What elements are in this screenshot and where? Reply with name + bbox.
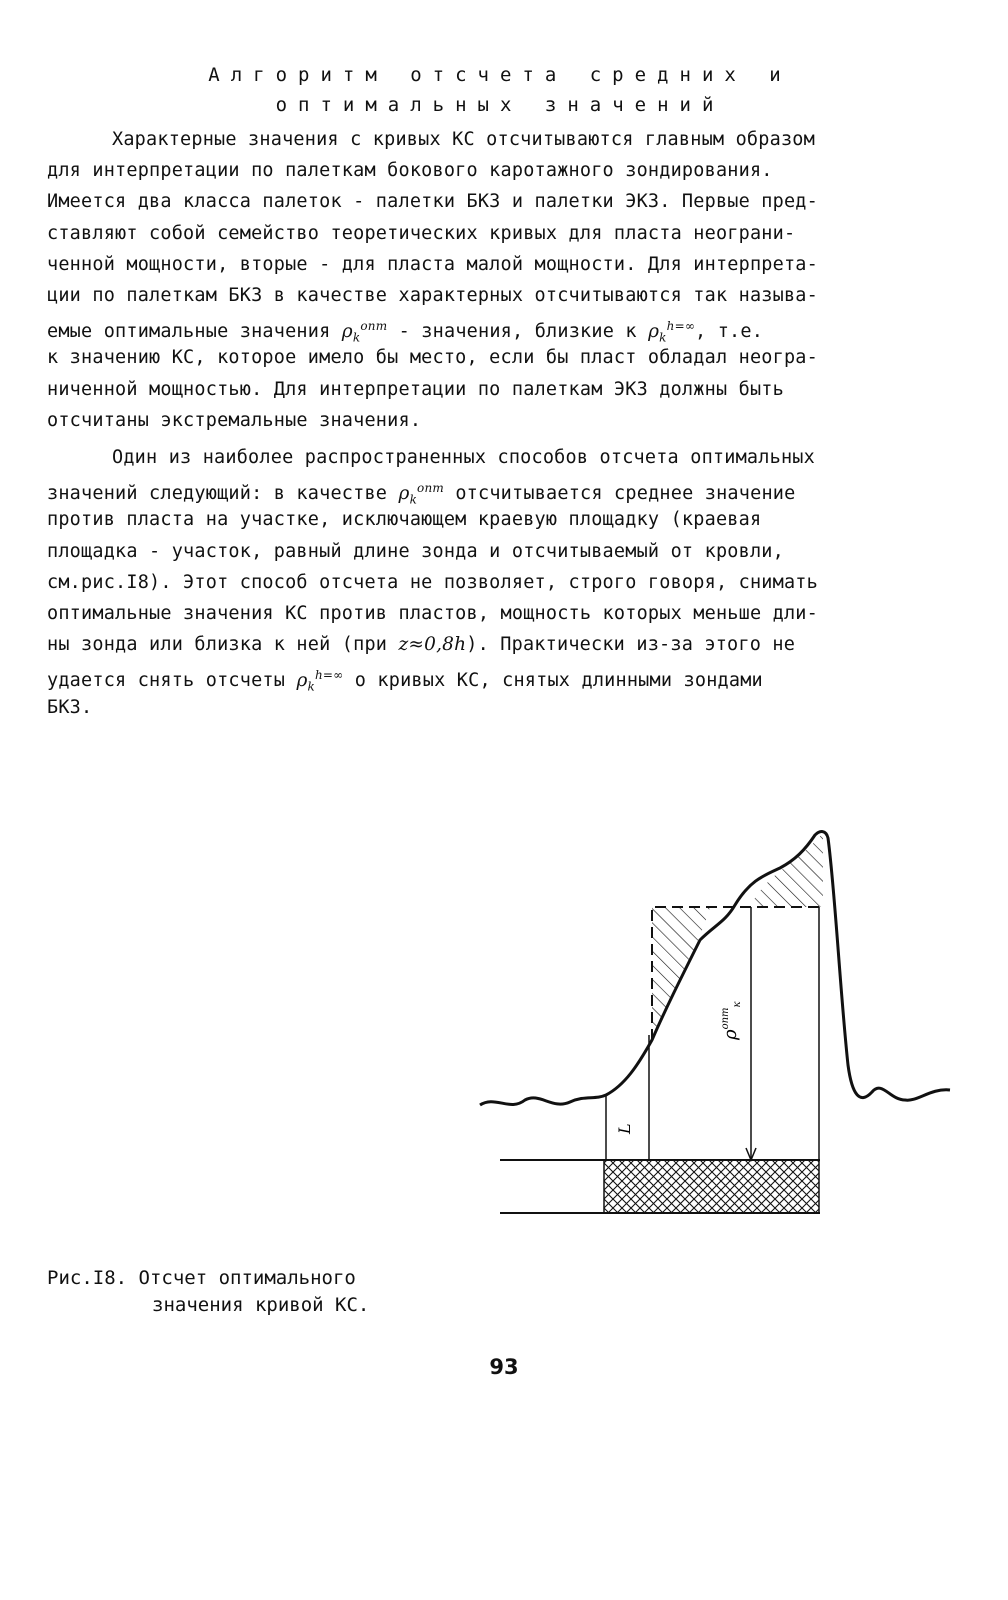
paragraph-1 xyxy=(47,124,952,436)
text-fragment: , т.е. xyxy=(695,321,764,343)
text-line: к значению КС, которое имело бы место, если бы пласт обладал неогра- xyxy=(47,347,818,369)
text-line: ции по палеткам БКЗ в качестве характерных отсчитываются так называ- xyxy=(47,284,818,306)
text-line: отсчитаны экстремальные значения. xyxy=(47,409,422,431)
text-fragment: ). Практически из-за этого не xyxy=(466,634,796,656)
ks-curve xyxy=(480,832,950,1105)
probe-length-label: L xyxy=(615,1123,634,1134)
text-line: Один из наиболее распространенных способов отсчета оптимальных xyxy=(112,447,815,468)
rho-opt-symbol: $\rho_k^{опт}$ xyxy=(398,481,444,505)
text-fragment: емые оптимальные значения xyxy=(47,321,342,343)
text-line-with-formula xyxy=(47,629,952,660)
text-line: ниченной мощностью. Для интерпретации по палеткам ЭКЗ должны быть xyxy=(47,378,784,400)
paragraph-2 xyxy=(47,442,952,723)
caption-line-1: Рис.I8. Отсчет оптимального xyxy=(47,1267,356,1289)
text-line: для интерпретации по палеткам бокового каротажного зондирования. xyxy=(47,160,773,182)
ks-curve-figure xyxy=(460,830,980,1250)
text-line: оптимальные значения КС против пластов, мощность которых меньше дли- xyxy=(47,602,818,624)
text-fragment: значений следующий: в качестве xyxy=(47,483,399,505)
text-fragment: удается снять отсчеты xyxy=(47,670,297,692)
text-fragment: - значения, близкие к xyxy=(387,321,649,343)
text-line: против пласта на участке, исключающем краевую площадку (краевая xyxy=(47,509,762,531)
rho-opt-label: $\rho^{опт}_к$ xyxy=(720,1001,743,1040)
text-line-with-formula xyxy=(47,660,952,691)
rho-h-inf-symbol: $\rho_k^{h=\infty}$ xyxy=(648,319,696,343)
text-line-with-formula xyxy=(47,311,952,342)
z-formula: z≈0,8h xyxy=(398,634,467,656)
text-line: Характерные значения с кривых КС отсчитываются главным образом xyxy=(112,129,815,150)
hatched-area-top xyxy=(750,833,823,907)
text-line: см.рис.I8). Этот способ отсчета не позволяет, строго говоря, снимать xyxy=(47,571,818,593)
caption-line-2: значения кривой КС. xyxy=(152,1294,370,1316)
text-line: ченной мощности, вторые - для пласта малой мощности. Для интерпрета- xyxy=(47,253,818,275)
rho-h-inf-symbol: $\rho_k^{h=\infty}$ xyxy=(296,668,344,692)
bed-crosshatch xyxy=(604,1160,819,1213)
text-line: площадка - участок, равный длине зонда и отсчитываемый от кровли, xyxy=(47,540,784,562)
text-line: Имеется два класса палеток - палетки БКЗ и палетки ЭКЗ. Первые пред- xyxy=(47,191,818,213)
text-line: ставляют собой семейство теоретических кривых для пласта неограни- xyxy=(47,222,796,244)
text-fragment: ны зонда или близка к ней (при xyxy=(47,634,399,656)
text-fragment: отсчитывается среднее значение xyxy=(443,483,796,505)
text-line: БКЗ. xyxy=(47,696,93,718)
section-heading-line-2: оптимальных значений xyxy=(275,94,725,116)
figure-caption xyxy=(47,1265,369,1319)
section-heading-line-1: Алгоритм отсчета средних и xyxy=(208,64,792,86)
text-line-with-formula xyxy=(47,473,952,504)
page-number: 93 xyxy=(489,1355,519,1379)
text-fragment: о кривых КС, снятых длинными зондами xyxy=(343,670,763,692)
rho-opt-symbol: $\rho_k^{опт}$ xyxy=(341,319,388,343)
